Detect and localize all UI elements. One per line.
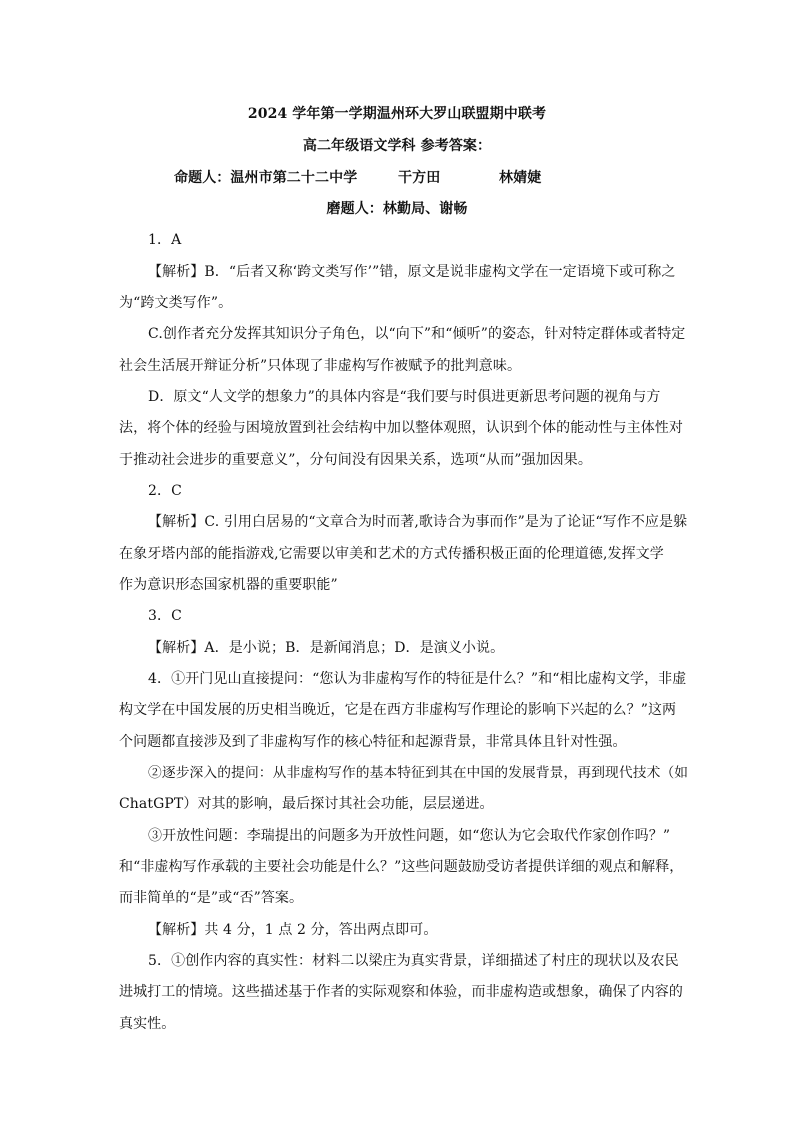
q1-line: 于推动社会进步的重要意义”，分句间没有因果关系，选项“从而”强加因果。	[119, 452, 592, 468]
q4-line: 和“非虚构写作承载的主要社会功能是什么？”这些问题鼓励受访者提供详细的观点和解释，	[119, 859, 684, 875]
q2-line: 在象牙塔内部的能指游戏,它需要以审美和艺术的方式传播积极正面的伦理道德,发挥文学	[119, 546, 664, 562]
q5-line: 5．①创作内容的真实性：材料二以梁庄为真实背景，详细描述了村庄的现状以及农民	[148, 953, 679, 969]
document-title: 2024 学年第一学期温州环大罗山联盟期中联考	[247, 106, 547, 122]
q4-line: 个问题都直接涉及到了非虚构写作的核心特征和起源背景，非常具体且针对性强。	[119, 734, 627, 750]
q5-line: 真实性。	[119, 1016, 176, 1032]
author-name-2: 林婧婕	[499, 170, 542, 186]
q1-line: 法，将个体的经验与困境放置到社会结构中加以整体观照，认识到个体的能动性与主体性对	[119, 420, 683, 436]
q4-line: 4．①开门见山直接提问：“您认为非虚构写作的特征是什么？”和“相比虚构文学，非虚	[148, 671, 687, 687]
q1-line: 为“跨文类写作”。	[119, 295, 233, 311]
q1-line: 【解析】B．“后者又称‘跨文类写作’”错，原文是说非虚构文学在一定语境下或可称之	[148, 264, 676, 280]
q4-line: 构文学在中国发展的历史相当晚近，它是在西方非虚构写作理论的影响下兴起的么？”这两	[119, 702, 677, 718]
q5-line: 进城打工的情境。这些描述基于作者的实际观察和体验，而非虚构造或想象，确保了内容的	[119, 984, 683, 1000]
author-name-1: 干方田	[398, 170, 441, 186]
q4-line: ②逐步深入的提问：从非虚构写作的基本特征到其在中国的发展背景，再到现代技术（如	[148, 765, 689, 781]
q1-line: 社会生活展开辩证分析”只体现了非虚构写作被赋予的批判意味。	[119, 358, 522, 374]
reviewers-line: 磨题人：林勤局、谢畅	[326, 201, 468, 217]
authors-label: 命题人：温州市第二十二中学	[174, 170, 358, 186]
q1-answer: 1．A	[148, 232, 182, 248]
q1-line: C.创作者充分发挥其知识分子角色，以“向下”和“倾听”的姿态，针对特定群体或者特定	[148, 326, 686, 342]
q1-line: D．原文“人文学的想象力”的具体内容是“我们要与时俱进更新思考问题的视角与方	[148, 389, 661, 405]
document-subtitle: 高二年级语文学科 参考答案：	[302, 138, 492, 154]
q4-line: ③开放性问题：李瑞提出的问题多为开放性问题，如“您认为它会取代作家创作吗？”	[148, 828, 671, 844]
q2-line: 作为意识形态国家机器的重要职能”	[119, 577, 338, 593]
q3-line: 【解析】A．是小说；B．是新闻消息；D．是演义小说。	[148, 640, 505, 656]
q3-answer: 3．C	[148, 608, 182, 624]
q4-line: 而非简单的“是”或“否”答案。	[119, 890, 304, 906]
q4-line: ChatGPT）对其的影响，最后探讨其社会功能，层层递进。	[119, 796, 494, 812]
q2-answer: 2．C	[148, 483, 182, 499]
q2-line: 【解析】C. 引用白居易的“文章合为时而著,歌诗合为事而作”是为了论证“写作不应是躲	[148, 514, 688, 530]
q4-line: 【解析】共 4 分，1 点 2 分，答出两点即可。	[148, 922, 438, 938]
